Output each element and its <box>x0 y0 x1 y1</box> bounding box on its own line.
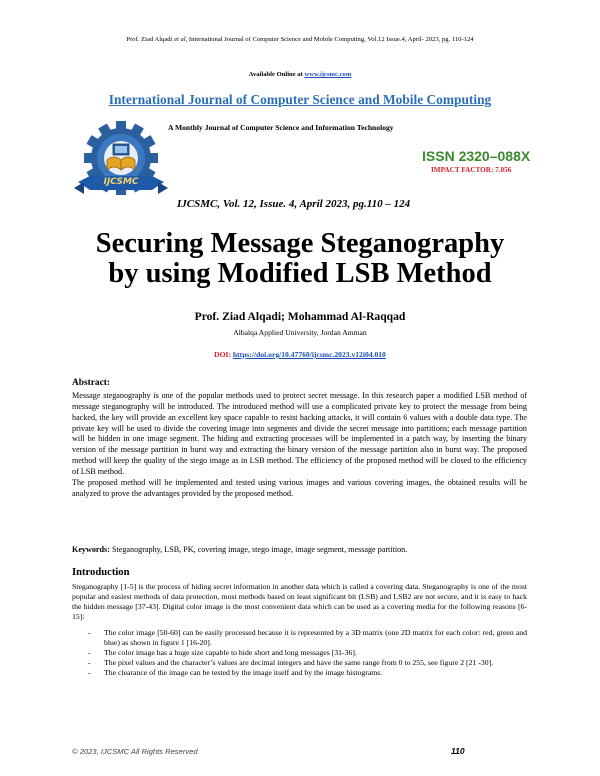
impact-factor: IMPACT FACTOR: 7.056 <box>431 166 512 174</box>
issn: ISSN 2320–088X <box>422 148 531 164</box>
journal-website-link[interactable]: www.ijcsmc.com <box>304 71 352 78</box>
journal-name: International Journal of Computer Science and Mobile Computing <box>108 92 492 107</box>
doi <box>0 350 600 359</box>
journal-tagline: A Monthly Journal of Computer Science and Information Technology <box>168 123 394 132</box>
abstract-paragraph: The proposed method will be implemented and tested using various images and various covering images, the obtained results will be analyzed to prove the advantages provided by the proposed method. <box>72 477 527 498</box>
title-line-1: Securing Message Steganography <box>95 228 505 259</box>
journal-logo <box>72 118 170 204</box>
authors: Prof. Ziad Alqadi; Mohammad Al-Raqqad <box>194 310 406 323</box>
abstract-paragraph: Message steganography is one of the popular methods used to protect secret message. In this research paper a modified LSB method of message steganography will be introduced. The introduced method will use a complicated private key to protect the message from being hacked, the key will provide an excellent key space capable to resist hacking attacks, it will contain 6 values with a double data type. The private key will be used to divide the covering image into segments and divide the secret message into partitions; each message partition will be hidden in one image segment. The hiding and extracting processes will be implemented in a patch way, by inserting the binary version of the message partition in burst way and extracting the binary version of the message partition also in burst way. The proposed method will keep the quality of the stego image as in LSB method. The efficiency of the proposed method will be closed to the efficiency of LSB method. <box>72 391 527 476</box>
copyright-footer: © 2023, IJCSMC All Rights Reserved <box>72 747 198 756</box>
doi-label: DOI: <box>214 350 232 359</box>
gear-book-icon <box>72 118 170 204</box>
header-rest: , International Journal of Computer Science and Mobile Computing, Vol.12 Issue.4, April- 2023, pg. 110-124 <box>185 36 474 43</box>
keywords-list: Steganography, LSB, PK, covering image, stego image, image segment, message partition. <box>109 545 408 554</box>
title-line-2: by using Modified LSB Method <box>108 258 492 289</box>
keywords-label: Keywords: <box>72 545 110 554</box>
introduction-heading: Introduction <box>72 567 130 578</box>
header-etal: et al <box>174 36 186 43</box>
affiliation: Albalqa Applied University, Jordan Amman <box>233 328 367 337</box>
page-number: 110 <box>451 746 465 756</box>
introduction-paragraph: Steganography [1-5] is the process of hiding secret information in another data which is called a covering data. Steganography is one of the most popular and easiest methods of data protection, most methods based on least significant bit (LSB) and LSB2 are not secure, and it is easy to hack the hidden message [37-43]. Digital color image is the most convenient data which can be used as a covering media for the following reasons [6-15]: <box>72 582 527 621</box>
running-header <box>0 36 600 43</box>
available-label: Available Online at <box>248 71 303 78</box>
logo-text: IJCSMC <box>103 177 139 187</box>
issue-line: IJCSMC, Vol. 12, Issue. 4, April 2023, pg.110 – 124 <box>177 198 411 210</box>
paper-title <box>0 229 600 289</box>
introduction-bullets <box>72 628 527 678</box>
keywords <box>72 545 527 556</box>
available-online <box>0 71 600 78</box>
list-item: - The pixel values and the character’s values are decimal integers and have the same range from 0 to 255, see figure 2 [21 -30]. <box>88 657 494 667</box>
header-authors: Prof. Ziad Alqadi <box>126 36 173 43</box>
abstract-heading: Abstract: <box>72 378 111 388</box>
abstract-body <box>72 391 527 499</box>
doi-link[interactable]: https://doi.org/10.47760/ijcsmc.2023.v12i04.010 <box>232 350 386 359</box>
list-item: - The color image [50-60] can be easily processed because it is represented by a 3D matrix (one 2D matrix for each color: red, green and blue) as shown in figure 1 [16-20]. <box>88 628 527 647</box>
list-item: - The color image has a huge size capable to hide short and long messages [31-36]. <box>88 647 357 657</box>
list-item: - The clearance of the image can be tested by the image itself and by the image histograms. <box>88 667 383 677</box>
introduction-body <box>72 582 527 622</box>
